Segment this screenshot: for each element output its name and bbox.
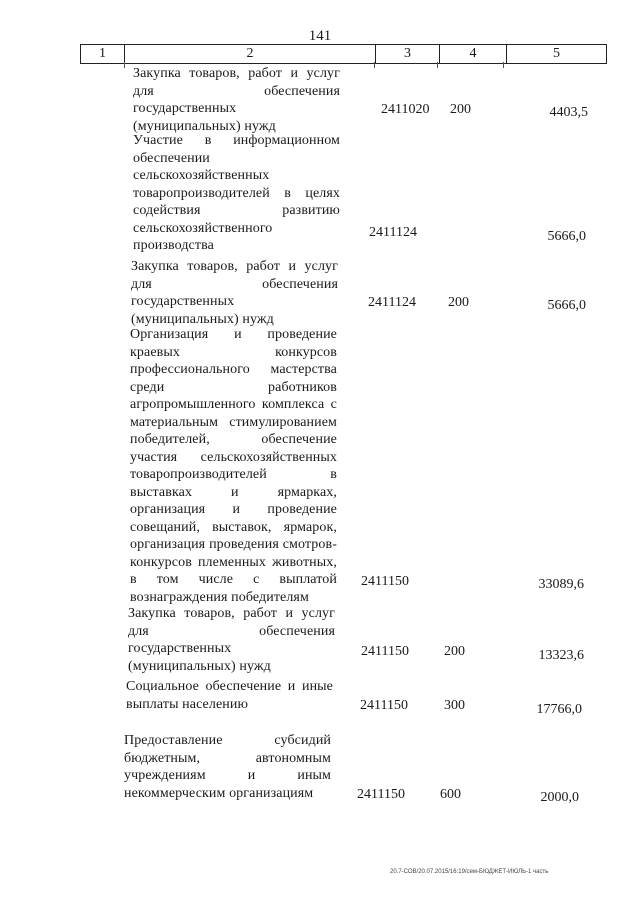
header-col-5: 5: [507, 45, 607, 63]
row-description: Закупка товаров, работ и услуг для обеспечения государственных (муниципальных) нужд: [131, 259, 338, 327]
header-col-3: 3: [376, 45, 440, 63]
row-code: 2411150: [357, 787, 405, 802]
row-code: 2411150: [361, 644, 409, 659]
row-code: 2411150: [361, 574, 409, 589]
row-amount: 5666,0: [547, 298, 586, 313]
header-col-2: 2: [125, 45, 376, 63]
row-expense-type: 600: [440, 787, 461, 802]
row-amount: 5666,0: [547, 229, 586, 244]
row-amount: 4403,5: [549, 105, 588, 120]
row-amount: 33089,6: [538, 577, 584, 592]
column-divider: [503, 62, 504, 68]
row-expense-type: 200: [450, 102, 471, 117]
row-amount: 13323,6: [538, 648, 584, 663]
document-footer: 20.7-СОВ/20.07.2015/16:19/сем-БЮДЖЕТ-ИЮЛЬ-1 часть: [390, 869, 549, 875]
row-description: Закупка товаров, работ и услуг для обеспечения государственных (муниципальных) нужд: [133, 66, 340, 134]
row-expense-type: 300: [444, 698, 465, 713]
row-description: Социальное обеспечение и иные выплаты населению: [126, 679, 333, 712]
row-description: Организация и проведение краевых конкурсов профессионального мастерства среди работников агропромышленного комплекса с материальным стимулированием победителей, обеспечение участия сельскохозяйственных товаропроизводителей в выставках и ярмарках, организация и проведение совещаний, выставок, ярмарок, организация проведения смотров-конкурсов племенных животных, в том числе с выплатой вознаграждения победителям: [130, 327, 337, 605]
row-description: Предоставление субсидий бюджетным, автономным учреждениям и иным некоммерческим организациям: [124, 733, 331, 801]
row-expense-type: 200: [448, 295, 469, 310]
row-code: 2411150: [360, 698, 408, 713]
page-number: 141: [308, 28, 332, 44]
row-amount: 17766,0: [536, 702, 582, 717]
row-code: 2411124: [369, 225, 417, 240]
column-divider: [124, 62, 125, 68]
row-expense-type: 200: [444, 644, 465, 659]
header-col-4: 4: [440, 45, 507, 63]
row-amount: 2000,0: [540, 790, 579, 805]
row-description: Закупка товаров, работ и услуг для обеспечения государственных (муниципальных) нужд: [128, 606, 335, 674]
column-divider: [437, 62, 438, 68]
header-col-1: 1: [81, 45, 125, 63]
row-description: Участие в информационном обеспечении сельскохозяйственных товаропроизводителей в целях содействия развитию сельскохозяйственного производства: [133, 133, 340, 253]
row-code: 2411020: [381, 102, 430, 117]
table-header: [80, 44, 607, 64]
row-code: 2411124: [368, 295, 416, 310]
column-divider: [374, 62, 375, 68]
